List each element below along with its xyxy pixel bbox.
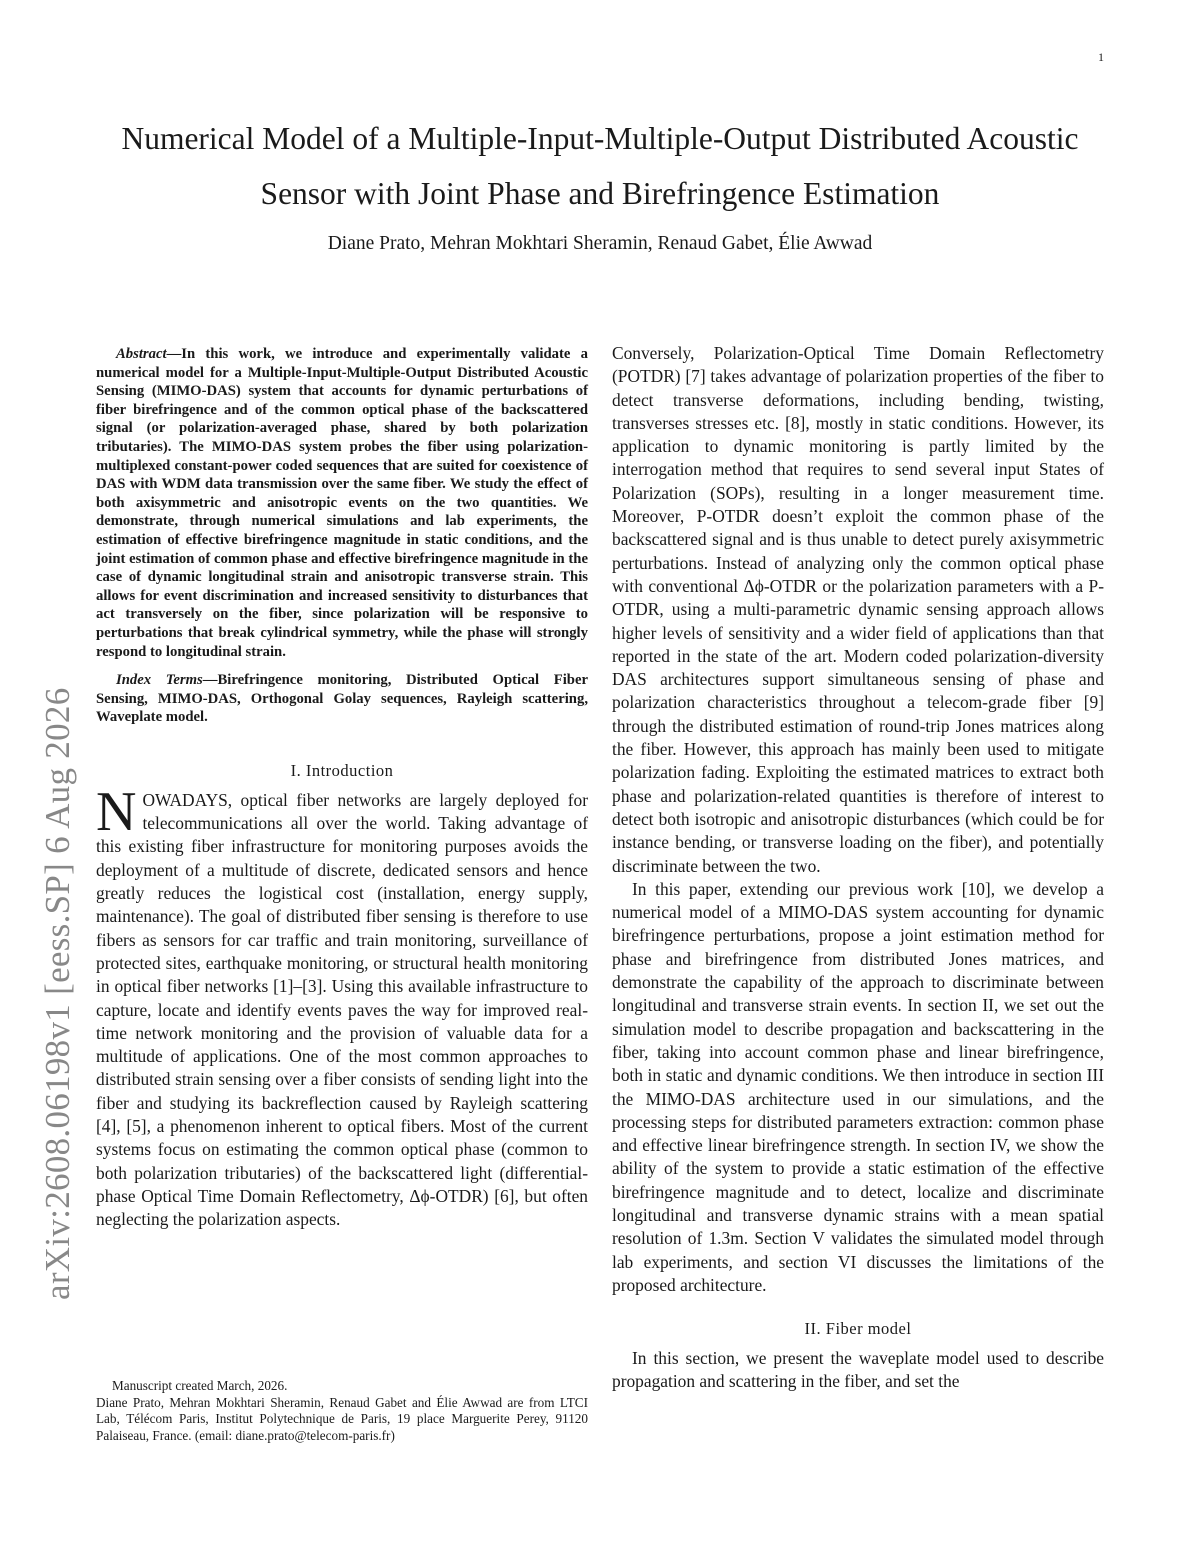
index-terms-label: Index Terms bbox=[116, 672, 203, 689]
index-terms bbox=[96, 671, 588, 727]
arxiv-identifier-stamp: arXiv:2608.06198v1 [eess.SP] 6 Aug 2026 bbox=[38, 687, 77, 1300]
left-column bbox=[96, 345, 588, 1232]
abstract bbox=[96, 345, 588, 661]
drop-cap: N bbox=[96, 780, 137, 843]
author-list: Diane Prato, Mehran Mokhtari Sheramin, Renaud Gabet, Élie Awwad bbox=[327, 233, 873, 254]
abstract-label: Abstract bbox=[116, 346, 167, 362]
section-heading-fiber-model: II. Fiber model bbox=[804, 1319, 912, 1339]
introduction-paragraph-1-text: OWADAYS, optical fiber networks are largely deployed for telecommunications all over the world. Taking advantage of this existing fiber infrastructure for monitoring purposes avoids the deployment of a multitude of discrete, dedicated sensors and hence greatly reduces the logistical cost (installation, energy supply, maintenance). The goal of distributed fiber sensing is therefore to use fibers as sensors for car traffic and train monitoring, surveillance of protected sites, earthquake monitoring, or structural health monitoring in optical fiber networks [1]–[3]. Using this available infrastructure to capture, locate and identify events paves the way for improved real-time network monitoring and the provision of valuable data for a multitude of applications. One of the most common approaches to distributed strain sensing over a fiber consists of sending light into the fiber and studying its backreflection caused by Rayleigh scattering [4], [5], a phenomenon inherent to optical fibers. Most of the current systems focus on estimating the common optical phase (common to both polarization tributaries) of the backscattered light (differential-phase Optical Time Domain Reflectometry, Δϕ-OTDR) [6], but often neglecting the polarization aspects. bbox=[96, 789, 588, 1230]
footnote bbox=[96, 1378, 588, 1444]
introduction-paragraph-1 bbox=[96, 780, 588, 1232]
introduction-paragraph-1-continued: Conversely, Polarization-Optical Time Domain Reflectometry (POTDR) [7] takes advantage of polarization properties of the fiber to detect transverse deformations, including bending, twisting, transverses stresses etc. [8], mostly in static conditions. However, its application to dynamic monitoring is partly limited by the interrogation method that requires to send several input States of Polarization (SOPs), resulting in a longer measurement time. Moreover, P-OTDR doesn’t exploit the common phase of the backscattered signal and is thus unable to detect purely axisymmetric perturbations. Instead of analyzing only the common optical phase with conventional Δϕ-OTDR or the polarization parameters with a P-OTDR, using a multi-parametric dynamic sensing approach allows higher levels of sensitivity and a wider field of applications than that reported in the state of the art. Modern coded polarization-diversity DAS architectures support simultaneous sensing of phase and polarization characteristics throughout a telecom-grade fiber [9] through the distributed estimation of round-trip Jones matrices along the fiber. However, this approach has mainly been used to mitigate polarization fading. Exploiting the estimated matrices to extract both phase and polarization-related quantities is therefore of interest to detect both isotropic and anisotropic disturbances (which could be for instance bending, or transverse loading on the fiber), and potentially discriminate between the two. bbox=[612, 343, 1104, 876]
section-heading-introduction: I. Introduction bbox=[290, 760, 394, 780]
abstract-text: —In this work, we introduce and experimentally validate a numerical model for a Multiple-Input-Multiple-Output Distributed Acoustic Sensing (MIMO-DAS) system that accounts for dynamic perturbations of fiber birefringence and of the common optical phase of the backscattered signal (or polarization-averaged phase, shared by both polarization tributaries). The MIMO-DAS system probes the fiber using polarization-multiplexed constant-power coded sequences that are suited for coexistence of DAS with WDM data transmission over the same fiber. We study the effect of both axisymmetric and anisotropic events on the two quantities. We demonstrate, through numerical simulations and lab experiments, the estimation of effective birefringence magnitude in static conditions, and the joint estimation of common phase and effective birefringence magnitude in the case of dynamic longitudinal strain and anisotropic transverse strain. This allows for event discrimination and increased sensitivity to disturbances that act transversely on the fiber, since polarization will be responsive to perturbations that break cylindrical symmetry, while the phase will strongly respond to longitudinal strain. bbox=[96, 346, 588, 660]
footnote-manuscript-date: Manuscript created March, 2026. bbox=[112, 1378, 288, 1393]
right-column bbox=[612, 342, 1104, 1394]
paper-title: Numerical Model of a Multiple-Input-Multiple-Output Distributed Acoustic Sensor with Joint Phase and Birefringence Estimation bbox=[121, 121, 1079, 211]
index-terms-text: —Birefringence monitoring, Distributed Optical Fiber Sensing, MIMO-DAS, Orthogonal Golay sequences, Rayleigh scattering, Waveplate model. bbox=[96, 672, 588, 726]
footnote-affiliation: Diane Prato, Mehran Mokhtari Sheramin, Renaud Gabet and Élie Awwad are from LTCI Lab, Télécom Paris, Institut Polytechnique de Paris, 19 place Marguerite Perey, 91120 Palaiseau, France. (email: diane.prato@telecom-paris.fr) bbox=[96, 1394, 588, 1443]
page-number: 1 bbox=[1098, 50, 1104, 64]
fiber-model-paragraph-1: In this section, we present the waveplate model used to describe propagation and scattering in the fiber, and set the bbox=[612, 1348, 1104, 1392]
introduction-paragraph-2: In this paper, extending our previous work [10], we develop a numerical model of a MIMO-DAS system accounting for dynamic birefringence perturbations, propose a joint estimation method for phase and birefringence from distributed Jones matrices, and demonstrate the capability of the approach to discriminate between longitudinal and transverse strain events. In section II, we set out the simulation model to describe propagation and backscattering in the fiber, taking into account common phase and linear birefringence, both in static and dynamic conditions. We then introduce in section III the MIMO-DAS architecture used in our simulations, and the processing steps for distributed parameters extraction: common phase and effective linear birefringence strength. In section IV, we show the ability of the system to provide a static estimation of the effective birefringence magnitude and to detect, localize and discriminate longitudinal and transverse dynamic strains with a mean spatial resolution of 1.3m. Section V validates the simulated model through lab experiments, and section VI discusses the limitations of the proposed architecture. bbox=[612, 878, 1104, 1295]
